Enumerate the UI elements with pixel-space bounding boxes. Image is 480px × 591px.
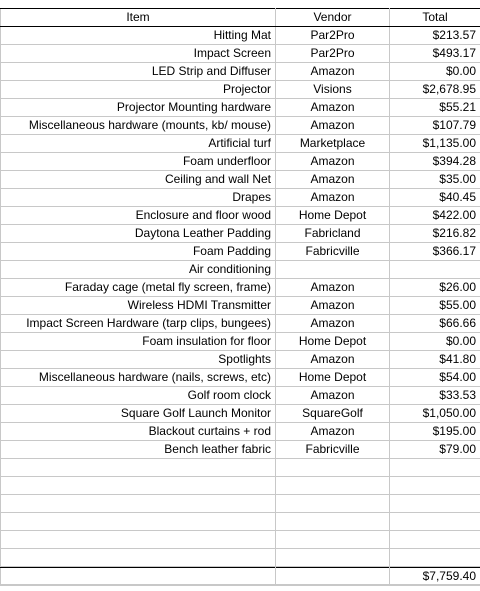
item-cell[interactable] xyxy=(1,531,276,549)
header-row xyxy=(1,9,480,27)
item-cell[interactable]: Spotlights xyxy=(1,351,276,369)
expense-table xyxy=(0,8,480,585)
table-row xyxy=(1,261,480,279)
item-cell[interactable]: Projector Mounting hardware xyxy=(1,99,276,117)
total-item-cell[interactable] xyxy=(1,568,276,586)
table-row xyxy=(1,459,480,477)
vendor-cell[interactable]: Amazon xyxy=(276,99,390,117)
vendor-cell[interactable]: Fabricland xyxy=(276,225,390,243)
table-row xyxy=(1,513,480,531)
table-row xyxy=(1,315,480,333)
vendor-cell[interactable] xyxy=(276,549,390,567)
table-row xyxy=(1,45,480,63)
vendor-cell[interactable]: Visions xyxy=(276,81,390,99)
table-row xyxy=(1,405,480,423)
item-cell[interactable]: Drapes xyxy=(1,189,276,207)
vendor-cell[interactable]: Amazon xyxy=(276,189,390,207)
vendor-cell[interactable] xyxy=(276,495,390,513)
total-cell[interactable]: $40.45 xyxy=(390,189,480,207)
table-row xyxy=(1,27,480,45)
table-row xyxy=(1,225,480,243)
table-row xyxy=(1,243,480,261)
vendor-cell[interactable] xyxy=(276,261,390,279)
total-cell[interactable]: $394.28 xyxy=(390,153,480,171)
header-item[interactable]: Item xyxy=(1,9,276,27)
table-row xyxy=(1,495,480,513)
vendor-cell[interactable]: Fabricville xyxy=(276,441,390,459)
total-cell[interactable]: $55.00 xyxy=(390,297,480,315)
item-cell[interactable]: Wireless HDMI Transmitter xyxy=(1,297,276,315)
table-row xyxy=(1,135,480,153)
item-cell[interactable]: Bench leather fabric xyxy=(1,441,276,459)
vendor-cell[interactable]: Amazon xyxy=(276,387,390,405)
item-cell[interactable]: LED Strip and Diffuser xyxy=(1,63,276,81)
item-cell[interactable]: Foam underfloor xyxy=(1,153,276,171)
table-row xyxy=(1,63,480,81)
table-row xyxy=(1,153,480,171)
item-cell[interactable]: Miscellaneous hardware (nails, screws, etc) xyxy=(1,369,276,387)
table-row xyxy=(1,423,480,441)
item-cell[interactable]: Faraday cage (metal fly screen, frame) xyxy=(1,279,276,297)
total-cell[interactable]: $54.00 xyxy=(390,369,480,387)
item-cell[interactable]: Enclosure and floor wood xyxy=(1,207,276,225)
total-cell[interactable]: $33.53 xyxy=(390,387,480,405)
header-total[interactable]: Total xyxy=(390,9,480,27)
total-cell[interactable]: $366.17 xyxy=(390,243,480,261)
total-cell[interactable]: $422.00 xyxy=(390,207,480,225)
vendor-cell[interactable]: Marketplace xyxy=(276,135,390,153)
total-row xyxy=(1,568,480,586)
total-table xyxy=(0,567,480,586)
item-cell[interactable]: Impact Screen Hardware (tarp clips, bungees) xyxy=(1,315,276,333)
table-row xyxy=(1,279,480,297)
total-vendor-cell[interactable] xyxy=(276,568,390,586)
vendor-cell[interactable]: Amazon xyxy=(276,117,390,135)
total-cell[interactable]: $35.00 xyxy=(390,171,480,189)
total-cell[interactable] xyxy=(390,531,480,549)
vendor-cell[interactable]: Par2Pro xyxy=(276,27,390,45)
table-row xyxy=(1,171,480,189)
item-cell[interactable]: Blackout curtains + rod xyxy=(1,423,276,441)
item-cell[interactable]: Projector xyxy=(1,81,276,99)
item-cell[interactable]: Golf room clock xyxy=(1,387,276,405)
vendor-cell[interactable] xyxy=(276,459,390,477)
item-cell[interactable]: Ceiling and wall Net xyxy=(1,171,276,189)
vendor-cell[interactable]: Amazon xyxy=(276,297,390,315)
table-row xyxy=(1,531,480,549)
vendor-cell[interactable]: SquareGolf xyxy=(276,405,390,423)
table-row xyxy=(1,477,480,495)
total-cell[interactable] xyxy=(390,513,480,531)
total-cell[interactable] xyxy=(390,495,480,513)
table-row xyxy=(1,99,480,117)
total-cell[interactable]: $41.80 xyxy=(390,351,480,369)
vendor-cell[interactable]: Fabricville xyxy=(276,243,390,261)
item-cell[interactable]: Foam Padding xyxy=(1,243,276,261)
header-vendor[interactable]: Vendor xyxy=(276,9,390,27)
item-cell[interactable]: Artificial turf xyxy=(1,135,276,153)
item-cell[interactable]: Air conditioning xyxy=(1,261,276,279)
item-cell[interactable]: Miscellaneous hardware (mounts, kb/ mouse) xyxy=(1,117,276,135)
item-cell[interactable] xyxy=(1,459,276,477)
total-cell[interactable] xyxy=(390,549,480,567)
total-cell[interactable]: $0.00 xyxy=(390,63,480,81)
table-row xyxy=(1,297,480,315)
vendor-cell[interactable]: Amazon xyxy=(276,279,390,297)
item-cell[interactable]: Daytona Leather Padding xyxy=(1,225,276,243)
total-cell[interactable]: $55.21 xyxy=(390,99,480,117)
vendor-cell[interactable]: Home Depot xyxy=(276,207,390,225)
table-row xyxy=(1,387,480,405)
table-row xyxy=(1,189,480,207)
total-cell[interactable]: $1,050.00 xyxy=(390,405,480,423)
total-cell[interactable]: $216.82 xyxy=(390,225,480,243)
item-cell[interactable] xyxy=(1,549,276,567)
table-row xyxy=(1,351,480,369)
table-row xyxy=(1,369,480,387)
total-cell[interactable]: $1,135.00 xyxy=(390,135,480,153)
grand-total-cell[interactable]: $7,759.40 xyxy=(390,568,480,586)
item-cell[interactable] xyxy=(1,495,276,513)
vendor-cell[interactable]: Home Depot xyxy=(276,369,390,387)
total-cell[interactable] xyxy=(390,459,480,477)
item-cell[interactable] xyxy=(1,477,276,495)
vendor-cell[interactable]: Home Depot xyxy=(276,333,390,351)
vendor-cell[interactable]: Amazon xyxy=(276,423,390,441)
vendor-cell[interactable] xyxy=(276,531,390,549)
table-row xyxy=(1,441,480,459)
table-row xyxy=(1,207,480,225)
total-cell[interactable]: $493.17 xyxy=(390,45,480,63)
vendor-cell[interactable] xyxy=(276,513,390,531)
vendor-cell[interactable]: Par2Pro xyxy=(276,45,390,63)
table-row xyxy=(1,549,480,567)
total-cell[interactable] xyxy=(390,477,480,495)
total-cell[interactable]: $79.00 xyxy=(390,441,480,459)
total-cell[interactable]: $107.79 xyxy=(390,117,480,135)
vendor-cell[interactable] xyxy=(276,477,390,495)
item-cell[interactable]: Hitting Mat xyxy=(1,27,276,45)
total-cell[interactable]: $195.00 xyxy=(390,423,480,441)
vendor-cell[interactable]: Amazon xyxy=(276,153,390,171)
item-cell[interactable]: Square Golf Launch Monitor xyxy=(1,405,276,423)
total-cell[interactable] xyxy=(390,261,480,279)
vendor-cell[interactable]: Amazon xyxy=(276,63,390,81)
table-row xyxy=(1,117,480,135)
vendor-cell[interactable]: Amazon xyxy=(276,315,390,333)
table-row xyxy=(1,333,480,351)
item-cell[interactable]: Impact Screen xyxy=(1,45,276,63)
item-cell[interactable]: Foam insulation for floor xyxy=(1,333,276,351)
vendor-cell[interactable]: Amazon xyxy=(276,171,390,189)
total-cell[interactable]: $66.66 xyxy=(390,315,480,333)
total-cell[interactable]: $0.00 xyxy=(390,333,480,351)
item-cell[interactable] xyxy=(1,513,276,531)
total-cell[interactable]: $2,678.95 xyxy=(390,81,480,99)
total-cell[interactable]: $213.57 xyxy=(390,27,480,45)
vendor-cell[interactable]: Amazon xyxy=(276,351,390,369)
table-row xyxy=(1,81,480,99)
total-cell[interactable]: $26.00 xyxy=(390,279,480,297)
